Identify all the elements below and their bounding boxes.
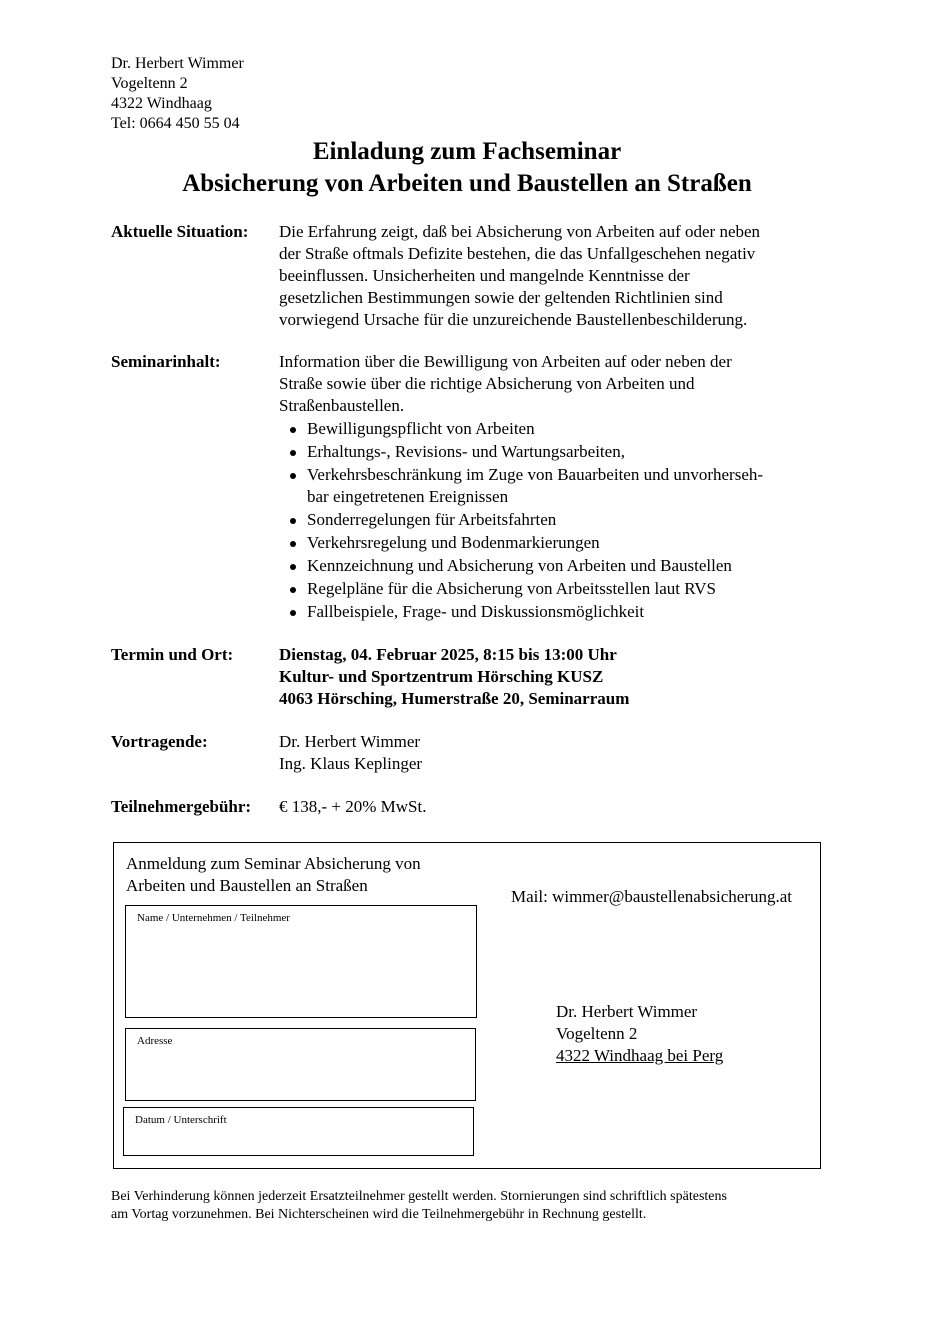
- sender-address: [111, 54, 244, 134]
- sender-phone: Tel: 0664 450 55 04: [111, 115, 240, 132]
- name-field-label: Name / Unternehmen / Teilnehmer: [137, 912, 290, 924]
- bullet-item: Verkehrsbeschränkung im Zuge von Bauarbeiten und unvorherseh-: [281, 464, 819, 486]
- bullet-item: Verkehrsregelung und Bodenmarkierungen: [281, 532, 819, 555]
- situation-line: vorwiegend Ursache für die unzureichende Baustellenbeschilderung.: [279, 310, 748, 329]
- event-address: 4063 Hörsching, Humerstraße 20, Seminarraum: [279, 689, 630, 708]
- speakers-label: Vortragende:: [111, 732, 208, 751]
- event-venue: Kultur- und Sportzentrum Hörsching KUSZ: [279, 667, 604, 686]
- bullet-item: Fallbeispiele, Frage- und Diskussionsmöglichkeit: [281, 601, 819, 624]
- situation-label: Aktuelle Situation:: [111, 222, 249, 241]
- title-line-2: Absicherung von Arbeiten und Baustellen an Straßen: [182, 170, 752, 197]
- event-details: [279, 644, 819, 710]
- address-field[interactable]: [125, 1028, 476, 1101]
- registration-form: [113, 842, 821, 1169]
- event-label: Termin und Ort:: [111, 645, 234, 664]
- content-bullet-list: [279, 418, 819, 624]
- situation-line: gesetzlichen Bestimmungen sowie der geltenden Richtlinien sind: [279, 288, 723, 307]
- sender-name: Dr. Herbert Wimmer: [111, 55, 244, 72]
- bullet-item: Sonderregelungen für Arbeitsfahrten: [281, 509, 819, 532]
- registration-heading-line: Arbeiten und Baustellen an Straßen: [126, 876, 368, 895]
- bullet-item-continuation: [281, 486, 819, 509]
- situation-line: der Straße oftmals Defizite bestehen, die das Unfallgeschehen negativ: [279, 244, 756, 263]
- footer-note: [111, 1188, 831, 1224]
- registration-mail: Mail: wimmer@baustellenabsicherung.at: [511, 887, 792, 906]
- speaker-name: Dr. Herbert Wimmer: [279, 732, 421, 751]
- situation-line: beeinflussen. Unsicherheiten und mangelnde Kenntnisse der: [279, 266, 690, 285]
- content-intro-line: Straße sowie über die richtige Absicherung von Arbeiten und: [279, 374, 695, 393]
- content-intro-line: Straßenbaustellen.: [279, 396, 405, 415]
- recipient-street: Vogeltenn 2: [556, 1024, 638, 1043]
- content-label: Seminarinhalt:: [111, 352, 221, 371]
- bullet-item: Bewilligungspflicht von Arbeiten: [281, 418, 819, 441]
- title-line-1: Einladung zum Fachseminar: [312, 138, 622, 165]
- date-signature-field-label: Datum / Unterschrift: [135, 1114, 227, 1126]
- bullet-item: Kennzeichnung und Absicherung von Arbeiten und Baustellen: [281, 555, 819, 578]
- registration-heading: [126, 853, 486, 897]
- registration-heading-line: Anmeldung zum Seminar Absicherung von: [126, 854, 421, 873]
- bullet-item: Regelpläne für die Absicherung von Arbeitsstellen laut RVS: [281, 578, 819, 601]
- speaker-name: Ing. Klaus Keplinger: [279, 754, 423, 773]
- address-field-label: Adresse: [137, 1035, 173, 1047]
- event-date: Dienstag, 04. Februar 2025, 8:15 bis 13:00 Uhr: [279, 645, 617, 664]
- sender-city: 4322 Windhaag: [111, 95, 212, 112]
- bullet-continuation-text: bar eingetretenen Ereignissen: [307, 487, 509, 506]
- fee-label: Teilnehmergebühr:: [111, 797, 252, 816]
- fee-value: € 138,- + 20% MwSt.: [279, 797, 427, 816]
- content-text: [279, 351, 819, 624]
- footer-line: Bei Verhinderung können jederzeit Ersatzteilnehmer gestellt werden. Stornierungen sind schriftlich spätestens: [111, 1189, 727, 1204]
- situation-line: Die Erfahrung zeigt, daß bei Absicherung von Arbeiten auf oder neben: [279, 222, 761, 241]
- sender-street: Vogeltenn 2: [111, 75, 188, 92]
- recipient-name: Dr. Herbert Wimmer: [556, 1002, 698, 1021]
- name-field[interactable]: [125, 905, 477, 1018]
- date-signature-field[interactable]: [123, 1107, 474, 1156]
- content-intro-line: Information über die Bewilligung von Arbeiten auf oder neben der: [279, 352, 732, 371]
- bullet-item: Erhaltungs-, Revisions- und Wartungsarbeiten,: [281, 441, 819, 464]
- footer-line: am Vortag vorzunehmen. Bei Nichterscheinen wird die Teilnehmergebühr in Rechnung gestellt.: [111, 1207, 647, 1222]
- situation-text: [279, 221, 819, 331]
- recipient-city: 4322 Windhaag bei Perg: [556, 1046, 724, 1065]
- recipient-address: [556, 1001, 723, 1067]
- speakers-list: [279, 731, 819, 775]
